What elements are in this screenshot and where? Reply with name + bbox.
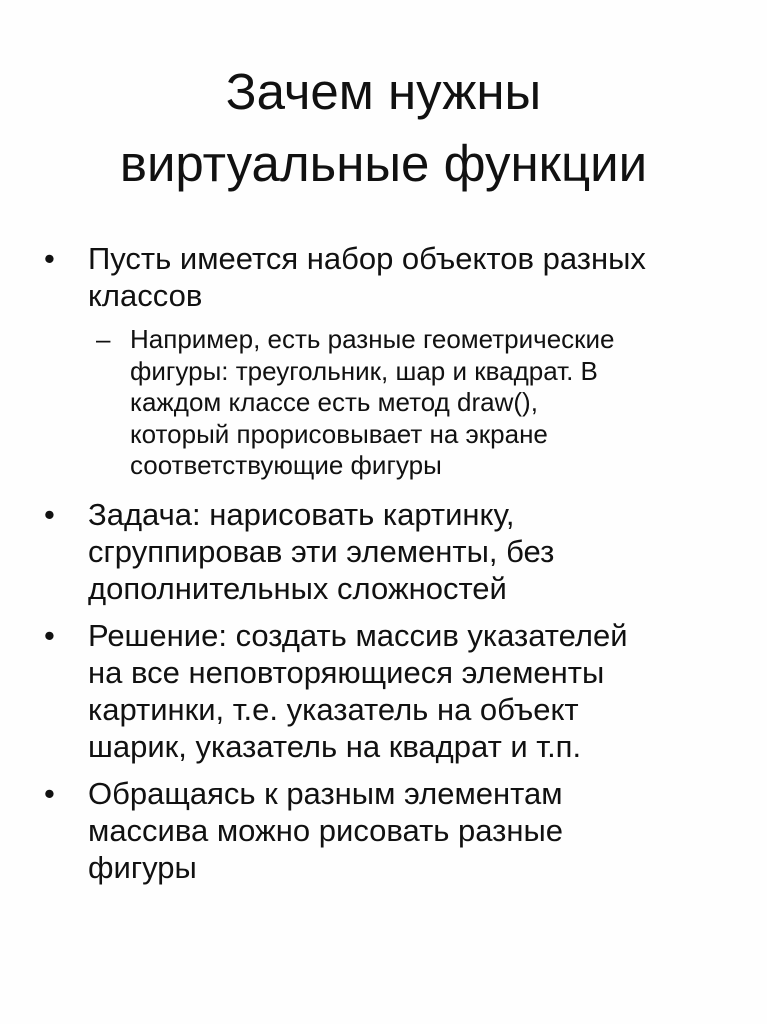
sub-bullet-line: соответствующие фигуры xyxy=(130,450,442,480)
bullet-line: фигуры xyxy=(88,849,197,885)
title-line: виртуальные функции xyxy=(119,135,648,192)
bullet-line: Пусть имеется набор объектов разных xyxy=(88,241,646,276)
bullet-dot-icon: • xyxy=(44,241,55,276)
bullet-line: Решение: создать массив указателей xyxy=(88,617,628,653)
bullet-dot-icon: • xyxy=(44,775,55,811)
sub-bullet-line: каждом классе есть метод draw(), xyxy=(130,387,538,417)
bullet-item xyxy=(38,775,738,886)
sub-bullet-line: фигуры: треугольник, шар и квадрат. В xyxy=(130,355,598,386)
dash-icon: – xyxy=(96,324,111,354)
bullet-item xyxy=(38,240,738,314)
bullet-line: Задача: нарисовать картинку, xyxy=(88,496,515,532)
sub-bullet-line: Например, есть разные геометрические xyxy=(130,324,615,354)
title-line: Зачем нужны xyxy=(225,63,542,120)
slide-title xyxy=(40,56,727,200)
bullet-line: на все неповторяющиеся элементы xyxy=(88,654,605,690)
bullet-line: массива можно рисовать разные xyxy=(88,812,564,848)
bullet-item xyxy=(38,617,738,765)
bullet-dot-icon: • xyxy=(44,617,55,653)
bullet-dot-icon: • xyxy=(44,496,55,532)
bullet-item xyxy=(38,496,738,607)
bullet-line: картинки, т.е. указатель на объект xyxy=(88,691,579,727)
bullet-line: дополнительных сложностей xyxy=(88,570,507,606)
bullet-line: шарик, указатель на квадрат и т.п. xyxy=(88,728,582,764)
bullet-line: классов xyxy=(88,278,203,313)
bullet-line: Обращаясь к разным элементам xyxy=(88,775,563,811)
bullet-line: сгруппировав эти элементы, без xyxy=(88,533,555,569)
sub-bullet-line: который прорисовывает на экране xyxy=(130,418,548,449)
bullet-list xyxy=(38,240,738,886)
sub-bullet-item xyxy=(38,324,738,482)
